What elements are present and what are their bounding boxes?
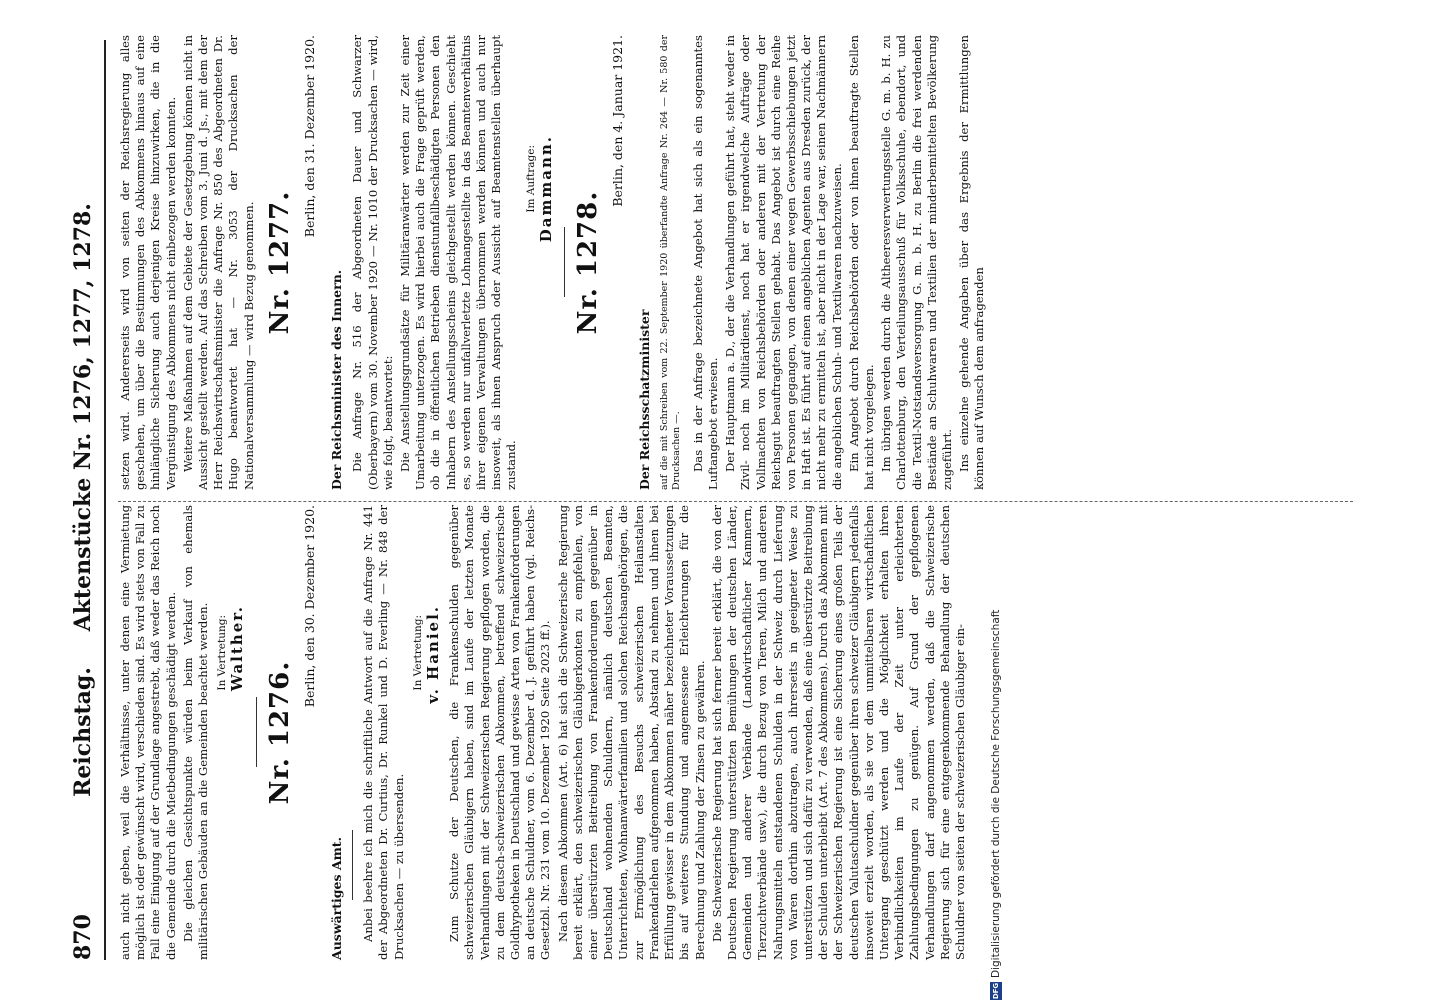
paragraph: Die gleichen Gesichtspunkte würden beim Verkauf von ehemals militärischen Gebäuden an die Gemeinden beachtet werden.	[180, 505, 211, 960]
signature-name: v. Haniel.	[424, 605, 443, 704]
document-number: Nr. 1276.	[264, 660, 295, 805]
paragraph: Das in der Anfrage bezeichnete Angebot hat sich als ein sogenanntes Luftangebot erwiesen.	[690, 35, 720, 490]
column-divider	[118, 500, 1353, 502]
paragraph: Zum Schutze der Deutschen, die Frankenschulden gegenüber schweizerischen Gläubigern haben, sind im Laufe der letzten Monate Verhandlungen mit der Schweizerischen Regierung gepflogen worden, die zu dem deutsch-schweizerischen Abkommen, betreffend schweizerische Goldhypotheken in Deutschland und gewisse Arten von Frankenforderungen an deutsche Schuldner, vom 6. Dezember d. J. geführt haben (vgl. Reichs-Gesetzbl. Nr. 231 vom 10. Dezember 1920 Seite 2023 ff.).	[447, 505, 553, 960]
publication-name: Reichstag.	[70, 667, 96, 797]
document-number: Nr. 1278.	[573, 190, 604, 335]
paragraph: Die Schweizerische Regierung hat sich ferner bereit erklärt, die von der Deutschen Regierung unterstützten Bemühungen der deutschen Länder, Gemeinden und anderer Verbände (Landwirtschaftlicher Kammern, Tierzuchtverbände usw.), die durch Bezug von Tieren, Milch und anderen Nahrungsmitteln entstandenen Schulden in der Schweiz durch Lieferung von Waren dorthin abzutragen, auch ihrerseits in geeigneter Weise zu unterstützen und sich dafür zu verwenden, daß eine überstürzte Beitreibung der Schulden unterbleibt (Art. 7 des Abkommens). Durch das Abkommen mit der Schweizerischen Regierung ist eine Sicherung eines großen Teils der deutschen Valutaschuldner gegenüber ihren schweizer Gläubigern jedenfalls insoweit erzielt worden, als sie vor dem unmittelbaren wirtschaftlichen Untergang geschützt werden und die Möglichkeit erhalten ihren Verbindlichkeiten im Laufe der Zeit unter erleichterten Zahlungsbedingungen zu genügen. Auf Grund der gepflogenen Verhandlungen darf angenommen werden, daß die Schweizerische Regierung sich für eine entgegenkommende Behandlung der deutschen Schuldner von seiten der schweizerischen Gläubiger ein-	[709, 505, 967, 960]
paragraph: Im übrigen werden durch die Altheeresverwertungsstelle G. m. b. H. zu Charlottenburg, den Verteilungsausschuß für Volksschuhe, ebendort, und die Textil-Notstandsversorgung G. m. b. H. zu Berlin die frei werdenden Bestände an Schuhwaren und Textilien der minderbemittelten Bevölkerung zugeführt.	[879, 35, 954, 490]
section-heading: Der Reichsminister des Innern.	[329, 269, 345, 490]
signature-label: In Vertretung:	[411, 615, 424, 691]
paragraph: Anbei beehre ich mich die schriftliche Antwort auf die Anfrage Nr. 441 der Abgeordneten Dr. Curtius, Dr. Runkel und D. Everling — Nr. 848 der Drucksachen — zu übersenden.	[361, 505, 406, 960]
signature-label: Im Auftrage:	[524, 145, 537, 213]
paragraph: Die Anfrage Nr. 516 der Abgeordneten Dauer und Schwarzer (Oberbayern) vom 30. November 1920 — Nr. 1010 der Drucksachen — wird, wie folgt, beantwortet:	[350, 35, 395, 490]
paragraph: Nach diesem Abkommen (Art. 6) hat sich die Schweizerische Regierung bereit erklärt, den schweizerischen Gläubigerkonten zu empfehlen, von einer überstürzten Beitreibung von Frankenforderungen gegenüber in Deutschland wohnenden Schuldnern, nämlich deutschen Beamten, Unterrichteten, Wohnanwärterfamilien und solchen Reichsangehörigen, die zur Ermöglichung des Besuchs schweizerischen Heilanstalten Frankendarlehen aufgenommen haben, Abstand zu nehmen und ihnen bei Erfüllung gewisser in dem Abkommen näher bezeichneter Voraussetzungen bis auf weiteres Stundung und angemessene Erleichterungen für die Berechnung und Zahlung der Zinsen zu gewähren.	[555, 505, 707, 960]
divider	[564, 228, 565, 298]
signature-label: In Vertretung:	[216, 615, 229, 691]
divider	[256, 698, 257, 768]
dfg-logo: DFG	[992, 982, 1000, 1000]
header-center	[70, 40, 96, 960]
section-heading: Der Reichsschatzminister	[637, 309, 653, 490]
left-column	[118, 505, 970, 960]
digitization-credit	[990, 0, 1008, 1000]
paragraph: Weitere Maßnahmen auf dem Gebiete der Gesetzgebung können nicht in Aussicht gestellt werden. Auf das Schreiben vom 3. Juni d. Js., mit dem der Herr Reichswirtschaftsminister die Anfrage Nr. 850 des Abgeordneten Dr. Hugo beantwortet hat — Nr. 3053 der Drucksachen der Nationalversammlung — wird Bezug genommen.	[180, 35, 256, 490]
page-number: 870	[70, 914, 96, 960]
credit-text: Digitalisierung gefördert durch die Deutsche Forschungsgemeinschaft	[990, 609, 1002, 978]
page-header	[70, 40, 106, 960]
paragraph: Ins einzelne gehende Angaben über das Ergebnis der Ermittlungen können auf Wunsch dem anfragenden	[957, 35, 987, 490]
section-heading: Auswärtiges Amt.	[329, 837, 345, 960]
right-column	[118, 35, 990, 490]
document-number: Nr. 1277.	[264, 190, 295, 335]
header-title: Aktenstücke Nr. 1276, 1277, 1278.	[70, 203, 96, 632]
divider	[352, 830, 353, 900]
dateline: Berlin, den 31. Dezember 1920.	[302, 35, 318, 238]
dateline: Berlin, den 4. Januar 1921.	[610, 35, 626, 207]
paragraph: Der Hauptmann a. D., der die Verhandlungen geführt hat, steht weder in Zivil- noch im Militärdienst, noch hat er irgendwelche Aufträge oder Vollmachten von Reichsbehörden oder anderen mit der Vertretung der Reichsgut beauftragten Stellen gehabt. Das Angebot ist durch eine Reihe von Personen gegangen, von denen einer wegen Gewerbsschiebungen jetzt in Haft ist. Es führt auf einen angeblichen Agenten aus Dresden zurück, der nicht mehr zu ermitteln ist, aber nicht in der Lage war, seinen Nachmännern die angeblichen Schuh- und Textilwaren nachzuweisen.	[723, 35, 844, 490]
signature-name: Walther.	[228, 605, 247, 692]
signature-name: Dammann.	[536, 135, 555, 243]
paragraph: Die Anstellungsgrundsätze für Militäranwärter werden zur Zeit einer Umarbeitung unterzogen. Es wird hierbei auch die Frage geprüft werden, ob die in öffentlichen Betrieben dienstunfallbeschädigten Personen den Inhabern des Anstellungsscheins gleichgestellt werden können. Geschieht es, so werden nur unfallverletzte Lohnangestellte in das Beamtenverhältnis ihrer eigenen Verwaltungen übernommen werden können und auch nur insoweit, als ihnen Anspruch oder Aussicht auf Beamtenstellen überhaupt zustand.	[398, 35, 519, 490]
dateline: Berlin, den 30. Dezember 1920.	[301, 505, 317, 708]
paragraph: Ein Angebot durch Reichsbehörden oder von ihnen beauftragte Stellen hat nicht vorgelegen.	[846, 35, 876, 490]
paragraph: setzen wird. Andererseits wird von seiten der Reichsregierung alles geschehen, um über die Bestimmungen des Abkommens hinaus auf eine hinlängliche Sicherung auch derjenigen Kreise hinzuwirken, die in die Vergünstigung des Abkommens nicht einbezogen werden konnten.	[118, 35, 178, 490]
paragraph: auch nicht geben, weil die Verhältnisse, unter denen eine Vermietung möglich ist oder gewünscht wird, verschieden sind. Es wird stets von Fall zu Fall eine Einigung auf der Grundlage angestrebt, daß weder das Reich noch die Gemeinde durch die Mietbedingungen geschädigt werden.	[118, 505, 178, 960]
reference-note: auf die mit Schreiben vom 22. September 1920 überfandte Anfrage Nr. 264 — Nr. 580 der Drucksachen —.	[658, 35, 682, 490]
